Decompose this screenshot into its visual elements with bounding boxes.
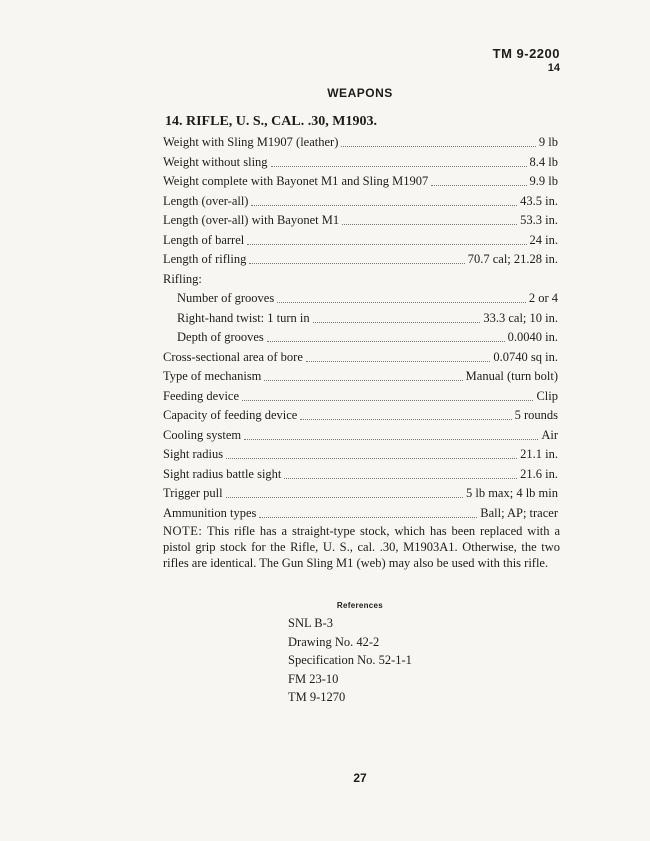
spec-row — [163, 348, 558, 368]
spec-value: Clip — [536, 388, 558, 403]
spec-value: 5 rounds — [514, 408, 558, 422]
paragraph-number: 14 — [547, 62, 560, 74]
leader-dots — [249, 250, 464, 264]
leader-dots — [251, 192, 517, 206]
spec-row — [163, 250, 558, 270]
leader-dots — [226, 484, 463, 498]
spec-value: 2 or 4 — [528, 291, 558, 305]
spec-label: Capacity of feeding device — [163, 408, 298, 422]
spec-value: 5 lb max; 4 lb min — [465, 486, 558, 500]
leader-dots — [267, 328, 505, 342]
spec-row — [163, 231, 558, 251]
spec-label: Ammunition types — [163, 505, 257, 520]
spec-label: Type of mechanism — [163, 369, 262, 383]
spec-label: Length (over-all) — [163, 193, 249, 208]
spec-label: Sight radius — [163, 447, 224, 461]
spec-row — [163, 367, 558, 387]
spec-value: Ball; AP; tracer — [480, 505, 558, 520]
leader-dots — [226, 445, 517, 459]
page-number: 27 — [353, 771, 367, 785]
spec-label: Cross-sectional area of bore — [163, 349, 303, 364]
spec-value: 9.9 lb — [529, 174, 558, 188]
note-text: This rifle has a straight-type stock, which has been replaced with a pistol grip stock for the Rifle, U. S., cal. .30, M1903A1. Otherwise, the two rifles are identical. The Gun Sling M1 (web) may also be used with this rifle. — [163, 524, 560, 570]
rifling-heading-row — [163, 270, 558, 290]
spec-value: 43.5 in. — [520, 193, 558, 208]
references-title: References — [336, 601, 384, 610]
spec-row — [163, 153, 558, 173]
leader-dots — [264, 367, 462, 381]
spec-value: 8.4 lb — [529, 154, 558, 169]
spec-value: 24 in. — [529, 232, 558, 247]
spec-label: Depth of grooves — [177, 330, 264, 344]
leader-dots — [300, 406, 511, 420]
spec-value: Manual (turn bolt) — [465, 369, 558, 383]
spec-row — [163, 387, 558, 407]
spec-row — [163, 484, 558, 504]
leader-dots — [341, 133, 536, 147]
reference-item: FM 23-10 — [288, 671, 339, 686]
leader-dots — [313, 309, 481, 323]
spec-row — [163, 465, 558, 485]
leader-dots — [271, 153, 527, 167]
section-title: 14. RIFLE, U. S., CAL. .30, M1903. — [165, 114, 377, 129]
spec-row — [163, 172, 558, 192]
spec-row — [163, 211, 558, 231]
spec-label: Trigger pull — [163, 486, 223, 500]
spec-value: Air — [541, 427, 558, 442]
leader-dots — [247, 231, 526, 245]
spec-value: 33.3 cal; 10 in. — [483, 310, 558, 325]
spec-value: 21.1 in. — [520, 447, 558, 461]
spec-row — [163, 133, 558, 153]
spec-row — [163, 406, 558, 426]
spec-value: 0.0040 in. — [507, 330, 558, 344]
leader-dots — [306, 348, 491, 362]
spec-row — [163, 504, 558, 524]
spec-label: Weight with Sling M1907 (leather) — [163, 135, 339, 149]
leader-dots — [284, 465, 517, 479]
spec-value: 9 lb — [538, 135, 558, 149]
spec-value: 70.7 cal; 21.28 in. — [467, 252, 558, 266]
spec-value: 0.0740 sq in. — [493, 349, 558, 364]
spec-row — [163, 445, 558, 465]
reference-item: Drawing No. 42-2 — [288, 634, 380, 649]
spec-value: 21.6 in. — [520, 466, 558, 481]
spec-label: Length of barrel — [163, 232, 245, 247]
spec-row — [163, 426, 558, 446]
leader-dots — [277, 289, 526, 303]
spec-row — [163, 309, 558, 329]
spec-row — [163, 192, 558, 212]
note-paragraph — [163, 523, 560, 571]
running-title: WEAPONS — [327, 86, 393, 100]
specifications-list — [163, 133, 558, 523]
leader-dots — [244, 426, 538, 440]
spec-label: Cooling system — [163, 427, 242, 442]
spec-label: Sight radius battle sight — [163, 466, 282, 481]
reference-item: TM 9-1270 — [288, 690, 346, 705]
spec-row — [163, 328, 558, 348]
spec-row — [163, 289, 558, 309]
reference-item: SNL B-3 — [288, 616, 334, 630]
document-number: TM 9-2200 — [492, 46, 560, 61]
spec-label: Length (over-all) with Bayonet M1 — [163, 213, 340, 227]
spec-label: Right-hand twist: 1 turn in — [177, 310, 310, 325]
rifling-heading: Rifling: — [163, 271, 202, 286]
leader-dots — [431, 172, 526, 186]
spec-label: Number of grooves — [177, 291, 275, 305]
spec-label: Weight without sling — [163, 154, 268, 169]
note-lead: NOTE: — [163, 524, 203, 538]
spec-value: 53.3 in. — [520, 213, 558, 227]
spec-label: Weight complete with Bayonet M1 and Sling M1907 — [163, 174, 429, 188]
leader-dots — [259, 504, 477, 518]
references-list — [288, 614, 508, 707]
leader-dots — [242, 387, 533, 401]
spec-label: Feeding device — [163, 388, 240, 403]
leader-dots — [342, 211, 517, 225]
reference-item: Specification No. 52-1-1 — [288, 653, 412, 668]
spec-label: Length of rifling — [163, 252, 247, 266]
